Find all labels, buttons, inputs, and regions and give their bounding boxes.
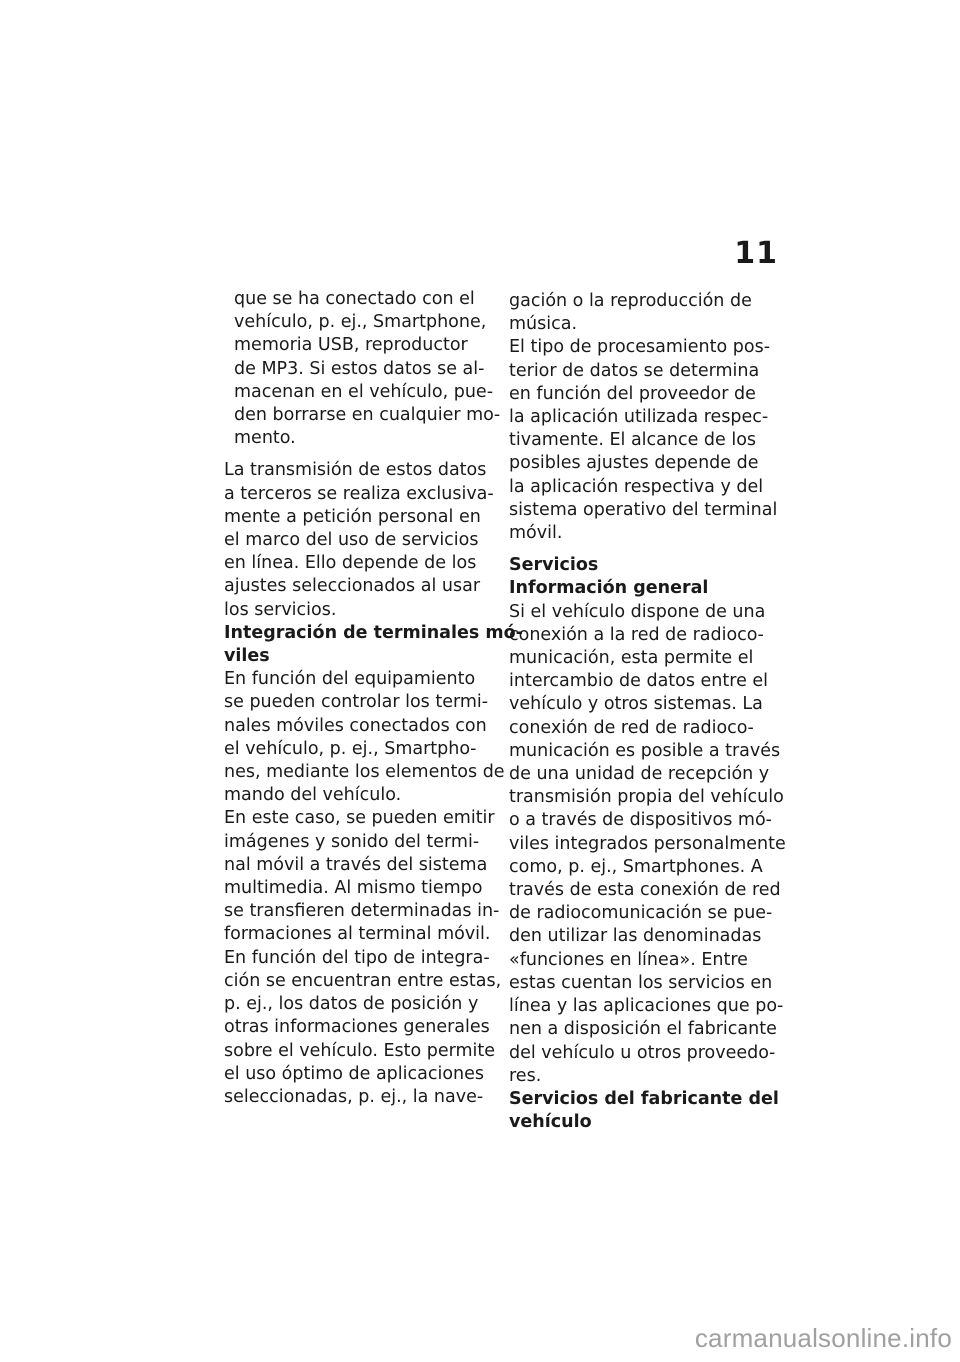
text-line: viles integrados personalmente <box>509 833 786 854</box>
text-line: p. ej., los datos de posición y <box>224 994 479 1015</box>
text-line: nal móvil a través del sistema <box>224 854 488 875</box>
text-line: la aplicación utilizada respec‐ <box>509 407 769 428</box>
text-line: mente a petición personal en <box>224 506 481 527</box>
text-line: imágenes y sonido del termi‐ <box>224 831 480 852</box>
text-line: municación, esta permite el <box>509 648 754 669</box>
page-number: 11 <box>734 236 778 271</box>
text-line: macenan en el vehículo, pue‐ <box>234 381 494 402</box>
text-line: se transfieren determinadas in‐ <box>224 901 500 922</box>
text-line: móvil. <box>509 523 563 544</box>
text-line: mando del vehículo. <box>224 785 402 806</box>
text-line: En función del equipamiento <box>224 669 476 690</box>
text-line: tivamente. El alcance de los <box>509 430 757 451</box>
text-line: del vehículo u otros proveedo‐ <box>509 1042 776 1063</box>
text-line: intercambio de datos entre el <box>509 671 769 692</box>
text-line: En función del tipo de integra‐ <box>224 947 490 968</box>
text-line: vehículo, p. ej., Smartphone, <box>234 312 487 333</box>
text-line: vehículo y otros sistemas. La <box>509 694 763 715</box>
text-line: conexión de red de radioco‐ <box>509 717 754 738</box>
paragraph-gap <box>224 450 490 459</box>
text-line: que se ha conectado con el <box>234 289 475 309</box>
paragraph-gap <box>509 545 775 554</box>
text-line: municación es posible a través <box>509 740 781 761</box>
text-line: den utilizar las denominadas <box>509 926 762 947</box>
section-heading-line: Información general <box>509 578 709 599</box>
text-line: de MP3. Si estos datos se al‐ <box>234 358 485 379</box>
text-line: en función del proveedor de <box>509 383 756 404</box>
section-heading-line: vehículo <box>509 1112 592 1133</box>
text-line: música. <box>509 314 578 335</box>
text-line: El tipo de procesamiento pos‐ <box>509 337 771 358</box>
text-line: como, p. ej., Smartphones. A <box>509 856 763 877</box>
text-line: formaciones al terminal móvil. <box>224 924 491 945</box>
text-line: sistema operativo del terminal <box>509 499 778 520</box>
text-line: otras informaciones generales <box>224 1017 490 1038</box>
text-line: de radiocomunicación se pue‐ <box>509 903 773 924</box>
text-line: a terceros se realiza exclusiva‐ <box>224 483 494 504</box>
text-line: de una unidad de recepción y <box>509 764 770 785</box>
text-line: multimedia. Al mismo tiempo <box>224 878 483 899</box>
text-line: línea y las aplicaciones que po‐ <box>509 996 784 1017</box>
text-line: posibles ajustes depende de <box>509 453 759 474</box>
text-line: transmisión propia del vehículo <box>509 787 784 808</box>
text-line: ajustes seleccionados al usar <box>224 576 481 597</box>
text-line: «funciones en línea». Entre <box>509 949 748 970</box>
text-line: mento. <box>234 428 296 449</box>
text-line: res. <box>509 1065 542 1086</box>
text-line: través de esta conexión de red <box>509 880 781 901</box>
text-line: La transmisión de estos datos <box>224 460 487 481</box>
text-line: seleccionadas, p. ej., la nave‐ <box>224 1086 484 1107</box>
text-line: den borrarse en cualquier mo‐ <box>234 405 501 426</box>
text-line: En este caso, se pueden emitir <box>224 808 495 829</box>
watermark-text: carmanualsonline.info <box>694 1323 952 1353</box>
section-heading-line: viles <box>224 646 270 667</box>
left-text-column <box>224 288 523 1109</box>
text-line: los servicios. <box>224 599 337 620</box>
section-heading-line: Servicios del fabricante del <box>509 1088 779 1109</box>
text-line: el vehículo, p. ej., Smartpho‐ <box>224 738 477 759</box>
text-line: estas cuentan los servicios en <box>509 972 773 993</box>
text-line: gación o la reproducción de <box>509 291 752 311</box>
text-line: nes, mediante los elementos de <box>224 762 505 783</box>
text-line: nales móviles conectados con <box>224 715 487 736</box>
text-line: el marco del uso de servicios <box>224 530 479 551</box>
text-line: conexión a la red de radioco‐ <box>509 624 764 645</box>
right-text-column <box>509 290 786 1134</box>
text-line: el uso óptimo de aplicaciones <box>224 1063 485 1084</box>
text-line: nen a disposición el fabricante <box>509 1019 777 1040</box>
text-line: en línea. Ello depende de los <box>224 553 477 574</box>
text-line: memoria USB, reproductor <box>234 335 468 356</box>
text-line: sobre el vehículo. Esto permite <box>224 1040 496 1061</box>
section-heading-line: Integración de terminales mó‐ <box>224 622 523 643</box>
text-line: ción se encuentran entre estas, <box>224 970 502 991</box>
section-heading-line: Servicios <box>509 555 599 576</box>
text-line: la aplicación respectiva y del <box>509 476 764 497</box>
text-line: Si el vehículo dispone de una <box>509 601 766 622</box>
text-line: se pueden controlar los termi‐ <box>224 692 489 713</box>
text-line: o a través de dispositivos mó‐ <box>509 810 772 831</box>
text-line: terior de datos se determina <box>509 360 760 381</box>
